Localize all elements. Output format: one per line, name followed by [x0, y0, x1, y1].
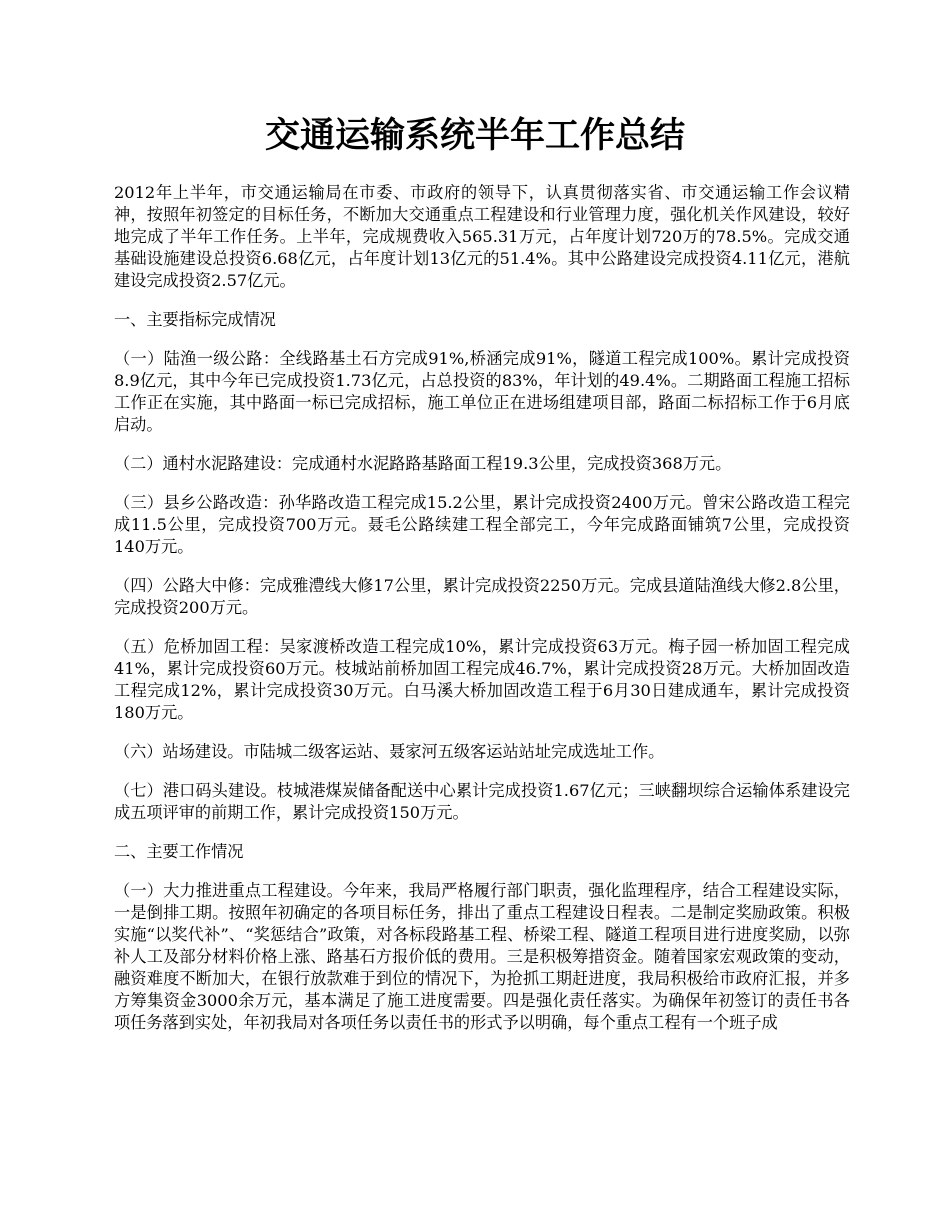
- section-2-heading: 二、主要工作情况: [114, 842, 244, 861]
- document-body: [114, 182, 850, 1051]
- section-1-item-6: （六）站场建设。市陆城二级客运站、聂家河五级客运站站址完成选址工作。: [114, 742, 665, 761]
- section-1-item-3: （三）县乡公路改造：孙华路改造工程完成15.2公里，累计完成投资2400万元。曾宋公路改造工程完成11.5公里，完成投资700万元。聂毛公路续建工程全部完工，今年完成路面铺筑7公里，完成投资140万元。: [114, 493, 850, 556]
- section-1-item-1: （一）陆渔一级公路：全线路基土石方完成91%,桥涵完成91%，隧道工程完成100%。累计完成投资8.9亿元，其中今年已完成投资1.73亿元，占总投资的83%，年计划的49.4%。二期路面工程施工招标工作正在实施，其中路面一标已完成招标，施工单位正在进场组建项目部，路面二标招标工作于6月底启动。: [114, 349, 850, 434]
- section-1-item-2: （二）通村水泥路建设：完成通村水泥路路基路面工程19.3公里，完成投资368万元。: [114, 454, 732, 473]
- section-1-item-7: （七）港口码头建设。枝城港煤炭储备配送中心累计完成投资1.67亿元；三峡翻坝综合运输体系建设完成五项评审的前期工作，累计完成投资150万元。: [114, 781, 850, 822]
- section-2-item-1: （一）大力推进重点工程建设。今年来，我局严格履行部门职责，强化监理程序，结合工程建设实际，一是倒排工期。按照年初确定的各项目标任务，排出了重点工程建设日程表。二是制定奖励政策。积极实施“以奖代补”、“奖惩结合”政策，对各标段路基工程、桥梁工程、隧道工程项目进行进度奖励，以弥补人工及部分材料价格上涨、路基石方报价低的费用。三是积极筹措资金。随着国家宏观政策的变动，融资难度不断加大，在银行放款难于到位的情况下，为抢抓工期赶进度，我局积极给市政府汇报，并多方筹集资金3000余万元，基本满足了施工进度需要。四是强化责任落实。为确保年初签订的责任书各项任务落到实处，年初我局对各项任务以责任书的形式予以明确，每个重点工程有一个班子成: [114, 881, 850, 1032]
- section-1-heading: 一、主要指标完成情况: [114, 310, 276, 329]
- page-title: 交通运输系统半年工作总结: [264, 115, 685, 156]
- section-1-item-4: （四）公路大中修：完成雅澧线大修17公里，累计完成投资2250万元。完成县道陆渔线大修2.8公里，完成投资200万元。: [114, 576, 850, 617]
- section-1-item-5: （五）危桥加固工程：吴家渡桥改造工程完成10%，累计完成投资63万元。梅子园一桥加固工程完成41%，累计完成投资60万元。枝城站前桥加固工程完成46.7%，累计完成投资28万元。大桥加固改造工程完成12%，累计完成投资30万元。白马溪大桥加固改造工程于6月30日建成通车，累计完成投资180万元。: [114, 637, 850, 722]
- intro-paragraph: 2012年上半年，市交通运输局在市委、市政府的领导下，认真贯彻落实省、市交通运输工作会议精神，按照年初签定的目标任务，不断加大交通重点工程建设和行业管理力度，强化机关作风建设，较好地完成了半年工作任务。上半年，完成规费收入565.31万元，占年度计划720万的78.5%。完成交通基础设施建设总投资6.68亿元，占年度计划13亿元的51.4%。其中公路建设完成投资4.11亿元，港航建设完成投资2.57亿元。: [114, 183, 850, 290]
